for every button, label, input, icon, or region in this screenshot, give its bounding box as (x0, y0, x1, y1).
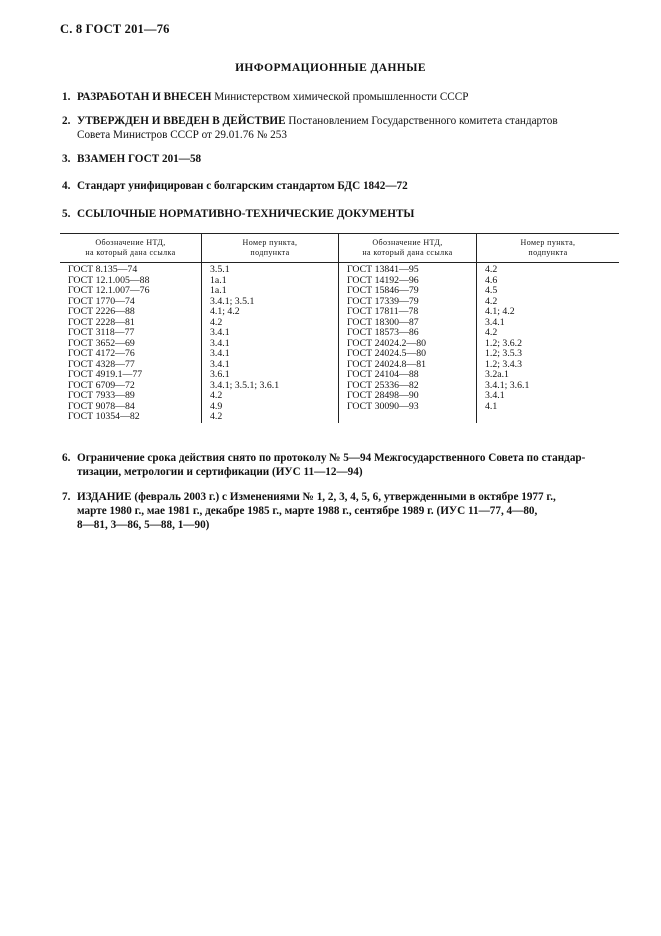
clause-number: 4.6 (485, 274, 498, 286)
table-row (60, 286, 619, 297)
table-row (60, 360, 619, 371)
table-row (60, 297, 619, 308)
doc-designation: ГОСТ 2228—81 (60, 318, 202, 329)
table-row (60, 402, 619, 413)
clause-number: 3.4.1; 3.5.1; 3.6.1 (202, 381, 339, 392)
table-row (60, 349, 619, 360)
section-title: ИНФОРМАЦИОННЫЕ ДАННЫЕ (235, 62, 426, 74)
doc-designation: ГОСТ 24024.8—81 (339, 360, 477, 371)
item-text-continued: 8—81, 3—86, 5—88, 1—90) (77, 519, 210, 531)
doc-designation: ГОСТ 2226—88 (60, 307, 202, 318)
doc-designation: ГОСТ 24024.5—80 (339, 349, 477, 360)
clause-number: 1.2; 3.4.3 (485, 358, 523, 370)
doc-designation: ГОСТ 18300—87 (339, 318, 477, 329)
doc-designation: ГОСТ 12.1.005—88 (60, 276, 202, 287)
item-text: Ограничение срока действия снято по протоколу № 5—94 Межгосударственного Совета по стандар- (77, 452, 586, 464)
clause-number: 4.2 (202, 318, 339, 329)
clause-number: 4.2 (202, 412, 339, 423)
page-header: С. 8 ГОСТ 201—76 (60, 22, 170, 36)
item-text: Постановлением Государственного комитета стандартов (288, 115, 558, 127)
doc-designation: ГОСТ 18573—86 (339, 328, 477, 339)
doc-designation: ГОСТ 28498—90 (339, 391, 477, 402)
item-number: 7. (62, 491, 71, 503)
item-text: Стандарт унифицирован с болгарским стандартом БДС 1842—72 (77, 180, 408, 192)
clause-number: 4.2 (485, 264, 498, 275)
doc-designation: ГОСТ 3118—77 (60, 328, 202, 339)
item-number: 5. (62, 208, 71, 220)
doc-designation: ГОСТ 8.135—74 (60, 263, 202, 276)
item-number: 1. (62, 91, 71, 103)
info-item-6 (62, 451, 602, 479)
item-number: 4. (62, 180, 71, 192)
clause-number: 4.1; 4.2 (202, 307, 339, 318)
doc-designation: ГОСТ 17339—79 (339, 297, 477, 308)
doc-designation: ГОСТ 7933—89 (60, 391, 202, 402)
clause-number: 4.2 (485, 327, 498, 338)
clause-number: 1.2; 3.5.3 (485, 348, 523, 359)
table-row (60, 412, 619, 423)
item-text-continued: Совета Министров СССР от 29.01.76 № 253 (77, 129, 287, 141)
table-row (60, 307, 619, 318)
item-lead: ВЗАМЕН ГОСТ 201—58 (77, 153, 202, 165)
table-row (60, 370, 619, 381)
clause-number: 4.2 (202, 391, 339, 402)
doc-designation: ГОСТ 14192—96 (339, 276, 477, 287)
info-item-2 (62, 114, 602, 142)
doc-designation: ГОСТ 30090—93 (339, 402, 477, 413)
item-lead: ССЫЛОЧНЫЕ НОРМАТИВНО-ТЕХНИЧЕСКИЕ ДОКУМЕНТЫ (77, 208, 415, 220)
table-row (60, 381, 619, 392)
item-lead: РАЗРАБОТАН И ВНЕСЕН (77, 91, 212, 103)
clause-number: 3.5.1 (202, 263, 339, 276)
item-text: ИЗДАНИЕ (февраль 2003 г.) с Изменениями № 1, 2, 3, 4, 5, 6, утвержденными в октябре 1977 г., (77, 491, 556, 503)
header-clause: Номер пункта, подпункта (477, 234, 620, 263)
reference-documents-table (60, 233, 619, 423)
item-text: Министерством химической промышленности СССР (214, 91, 469, 103)
header-doc: Обозначение НТД, на который дана ссылка (339, 234, 477, 263)
item-number: 3. (62, 153, 71, 165)
clause-number: 4.1 (485, 400, 498, 412)
doc-designation: ГОСТ 1770—74 (60, 297, 202, 308)
table-row (60, 328, 619, 339)
clause-number: 4.9 (202, 402, 339, 413)
clause-number: 3.4.1 (485, 390, 505, 401)
table-row (60, 391, 619, 402)
clause-number: 3.4.1 (202, 349, 339, 360)
clause-number: 3.4.1 (202, 328, 339, 339)
doc-designation: ГОСТ 10354—82 (60, 412, 202, 423)
doc-designation: ГОСТ 24104—88 (339, 370, 477, 381)
info-item-7 (62, 490, 602, 532)
clause-number: 1.2; 3.6.2 (485, 337, 523, 349)
table-row (60, 339, 619, 350)
header-doc: Обозначение НТД, на который дана ссылка (60, 234, 202, 263)
doc-designation: ГОСТ 25336—82 (339, 381, 477, 392)
clause-number: 1а.1 (202, 276, 339, 287)
doc-designation (339, 412, 477, 423)
doc-designation: ГОСТ 13841—95 (339, 263, 477, 276)
clause-number: 3.6.1 (202, 370, 339, 381)
doc-designation: ГОСТ 4328—77 (60, 360, 202, 371)
doc-designation: ГОСТ 24024.2—80 (339, 339, 477, 350)
clause-number: 4.2 (485, 295, 498, 307)
header-clause: Номер пункта, подпункта (202, 234, 339, 263)
doc-designation: ГОСТ 12.1.007—76 (60, 286, 202, 297)
table-row (60, 263, 619, 276)
doc-designation: ГОСТ 9078—84 (60, 402, 202, 413)
item-number: 2. (62, 115, 71, 127)
clause-number: 1а.1 (202, 286, 339, 297)
item-text-continued: тизации, метрологии и сертификации (ИУС 11—12—94) (77, 466, 363, 478)
doc-designation: ГОСТ 6709—72 (60, 381, 202, 392)
clause-number: 4.5 (485, 285, 498, 296)
item-text-continued: марте 1980 г., мае 1981 г., декабре 1985 г., марте 1988 г., сентябре 1989 г. (ИУС 11—77, 4—80, (77, 505, 538, 517)
clause-number: 3.4.1; 3.5.1 (202, 297, 339, 308)
clause-number: 4.1; 4.2 (485, 306, 515, 317)
info-item-3 (62, 152, 602, 166)
doc-designation: ГОСТ 17811—78 (339, 307, 477, 318)
doc-designation: ГОСТ 4919.1—77 (60, 370, 202, 381)
clause-number (477, 412, 620, 423)
table-row (60, 318, 619, 329)
info-item-1 (62, 90, 602, 104)
clause-number: 3.2а.1 (485, 369, 509, 380)
table-header-row (60, 234, 619, 263)
doc-designation: ГОСТ 4172—76 (60, 349, 202, 360)
clause-number: 3.4.1 (202, 339, 339, 350)
item-number: 6. (62, 452, 71, 464)
clause-number: 3.4.1; 3.6.1 (485, 379, 530, 391)
doc-designation: ГОСТ 15846—79 (339, 286, 477, 297)
info-item-5 (62, 207, 602, 221)
clause-number: 3.4.1 (485, 316, 505, 328)
clause-number: 3.4.1 (202, 360, 339, 371)
doc-designation: ГОСТ 3652—69 (60, 339, 202, 350)
info-item-4 (62, 179, 602, 193)
item-lead: УТВЕРЖДЕН И ВВЕДЕН В ДЕЙСТВИЕ (77, 115, 286, 127)
